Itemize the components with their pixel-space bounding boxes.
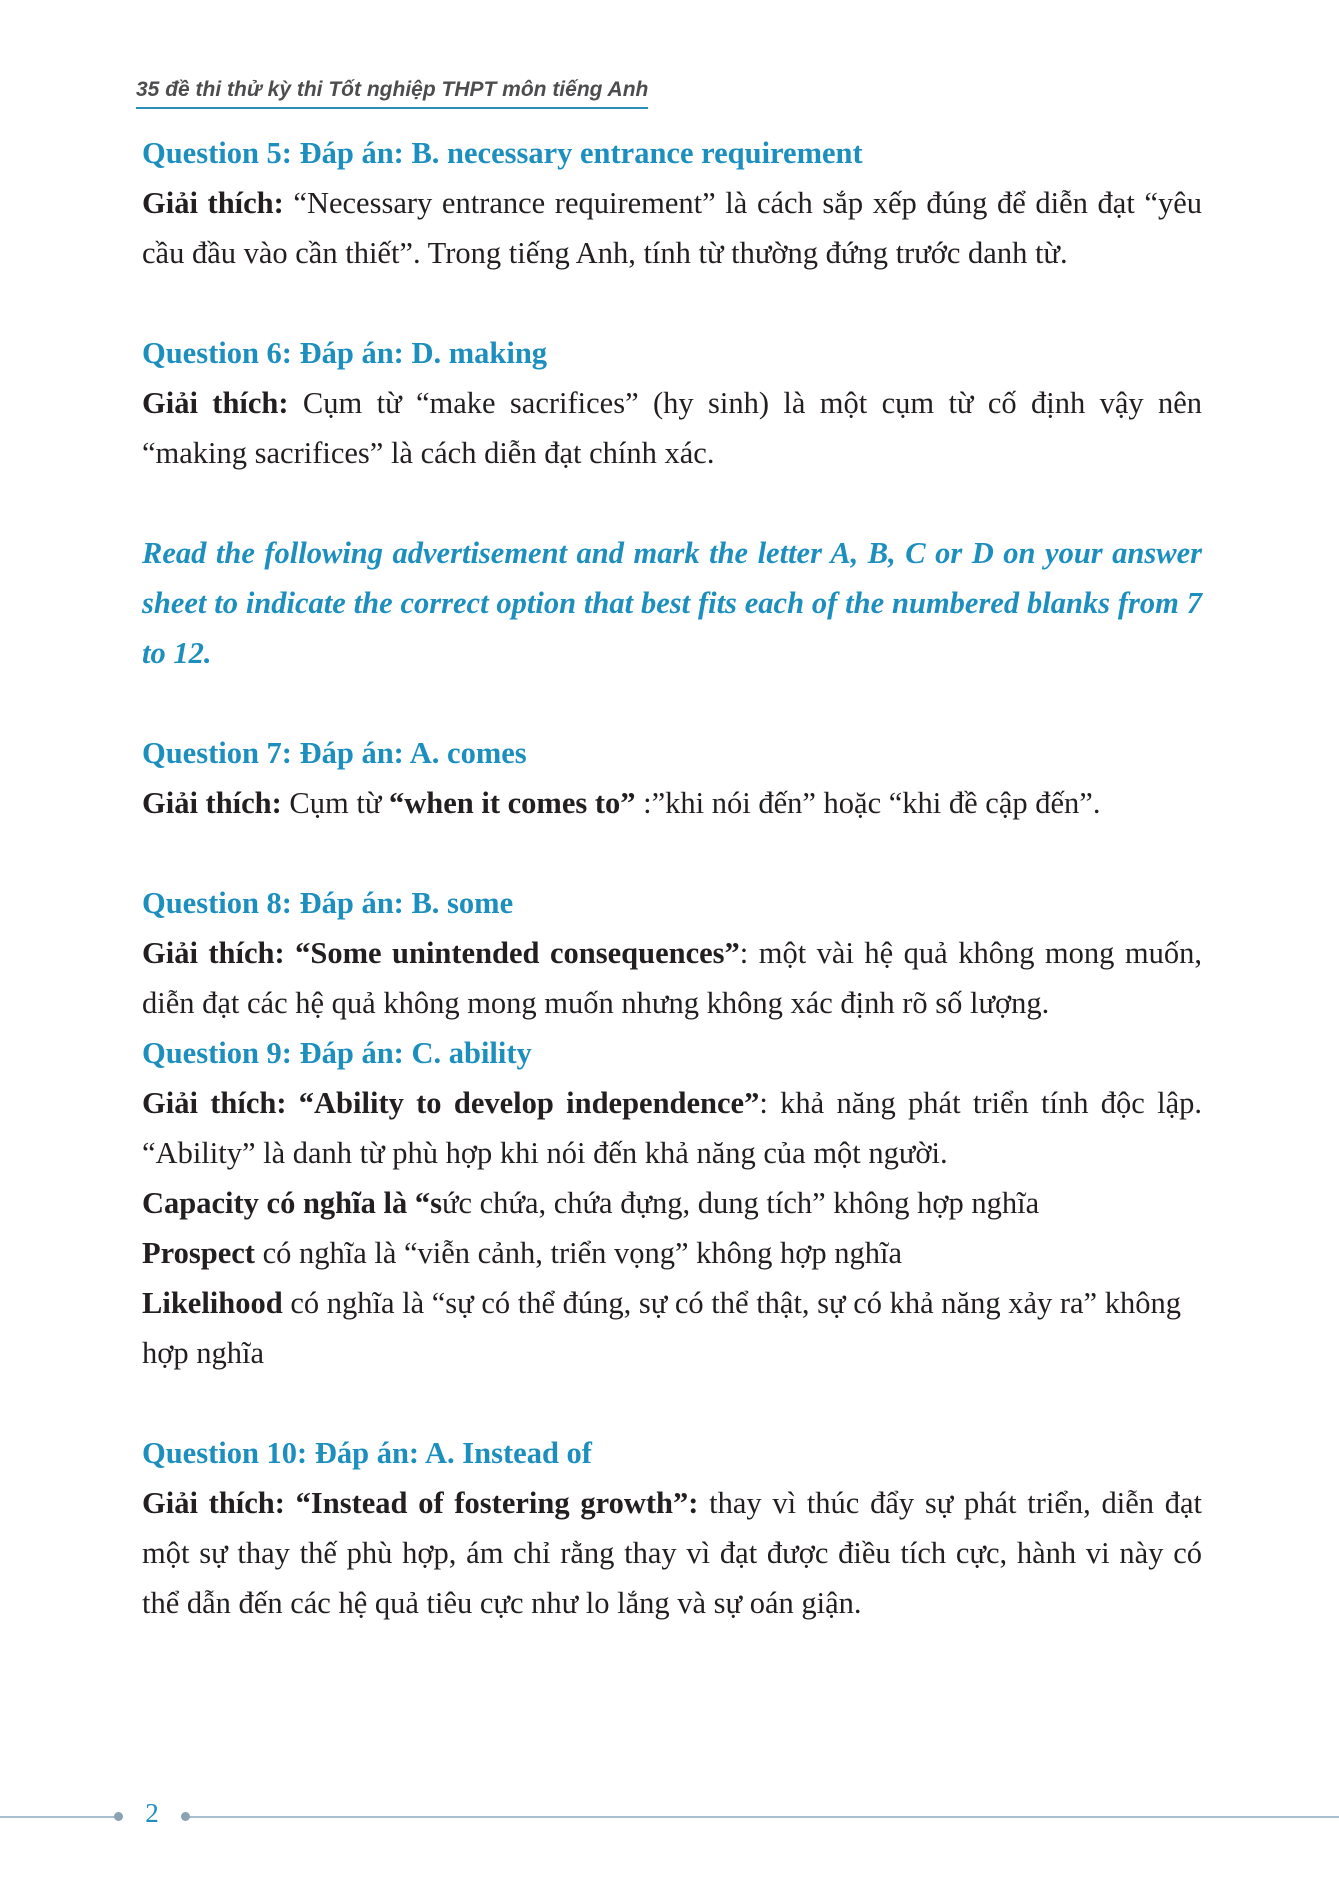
question-5-explanation bbox=[142, 178, 1202, 278]
question-6-title: Question 6: Đáp án: D. making bbox=[142, 336, 548, 370]
explanation-bold-phrase: “Some unintended consequences” bbox=[284, 936, 740, 970]
question-9-title: Question 9: Đáp án: C. ability bbox=[142, 1036, 532, 1070]
footer-rule bbox=[0, 1816, 1339, 1818]
spacer bbox=[142, 278, 1202, 328]
question-6-explanation bbox=[142, 378, 1202, 478]
explanation-text: : một vài hệ quả không mong muốn, diễn đạt các hệ quả không mong muốn nhưng không xác định rõ số lượng. bbox=[142, 936, 1202, 1020]
spacer bbox=[142, 828, 1202, 878]
explanation-text: Cụm từ “make sacrifices” (hy sinh) là một cụm từ cố định vậy nên “making sacrifices” là cách diễn đạt chính xác. bbox=[142, 386, 1203, 470]
question-8-explanation bbox=[142, 928, 1202, 1028]
spacer bbox=[142, 678, 1202, 728]
explanation-text: : khả năng phát triển tính độc lập. “Ability” là danh từ phù hợp khi nói đến khả năng của một người. bbox=[142, 1086, 1203, 1170]
footer-left-dot bbox=[114, 1812, 123, 1821]
page-content bbox=[142, 128, 1202, 1628]
explanation-bold-phrase: “when it comes to” bbox=[389, 786, 636, 820]
explanation-label: Giải thích: bbox=[142, 386, 289, 420]
footer-right-dot bbox=[181, 1812, 190, 1821]
explanation-label: Giải thích: bbox=[142, 186, 284, 220]
question-7-title: Question 7: Đáp án: A. comes bbox=[142, 736, 527, 770]
explanation-text: Cụm từ bbox=[281, 786, 389, 820]
explanation-label: Giải thích: bbox=[142, 936, 285, 970]
question-9-explanation bbox=[142, 1078, 1202, 1178]
question-5-title: Question 5: Đáp án: B. necessary entrance requirement bbox=[142, 136, 863, 170]
note-term: Capacity có nghĩa là “s bbox=[142, 1186, 442, 1220]
question-10-title: Question 10: Đáp án: A. Instead of bbox=[142, 1436, 592, 1470]
spacer bbox=[142, 1378, 1202, 1428]
spacer bbox=[142, 478, 1202, 528]
running-title: 35 đề thi thử kỳ thi Tốt nghiệp THPT môn tiếng Anh bbox=[136, 78, 648, 109]
note-term: Prospect bbox=[142, 1236, 255, 1270]
question-10-explanation bbox=[142, 1478, 1202, 1628]
note-text: có nghĩa là “viễn cảnh, triển vọng” không hợp nghĩa bbox=[254, 1236, 903, 1270]
note-term: Likelihood bbox=[142, 1286, 283, 1320]
likelihood-note bbox=[142, 1278, 1202, 1378]
explanation-text: :”khi nói đến” hoặc “khi đề cập đến”. bbox=[635, 786, 1101, 820]
capacity-note bbox=[142, 1178, 1202, 1228]
question-8-title: Question 8: Đáp án: B. some bbox=[142, 886, 514, 920]
prospect-note bbox=[142, 1228, 1202, 1278]
explanation-bold-phrase: “Instead of fostering growth”: bbox=[284, 1486, 699, 1520]
explanation-bold-phrase: “Ability to develop independence” bbox=[286, 1086, 760, 1120]
section-instruction: Read the following advertisement and mark the letter A, B, C or D on your answer sheet to indicate the correct option that best fits each of the numbered blanks from 7 to 12. bbox=[142, 536, 1202, 670]
page-number: 2 bbox=[145, 1798, 159, 1828]
explanation-label: Giải thích: bbox=[142, 786, 282, 820]
explanation-text: “Necessary entrance requirement” là cách sắp xếp đúng để diễn đạt “yêu cầu đầu vào cần thiết”. Trong tiếng Anh, tính từ thường đứng trước danh từ. bbox=[142, 186, 1202, 270]
explanation-label: Giải thích: bbox=[142, 1486, 285, 1520]
explanation-text: thay vì thúc đẩy sự phát triển, diễn đạt một sự thay thế phù hợp, ám chỉ rằng thay vì đạt được điều tích cực, hành vi này có thể dẫn đến các hệ quả tiêu cực như lo lắng và sự oán giận. bbox=[142, 1486, 1203, 1620]
question-7-explanation bbox=[142, 778, 1202, 828]
note-text: ức chứa, chứa đựng, dung tích” không hợp nghĩa bbox=[441, 1186, 1040, 1220]
explanation-label: Giải thích: bbox=[142, 1086, 287, 1120]
note-text: có nghĩa là “sự có thể đúng, sự có thể thật, sự có khả năng xảy ra” không hợp nghĩa bbox=[142, 1286, 1181, 1370]
